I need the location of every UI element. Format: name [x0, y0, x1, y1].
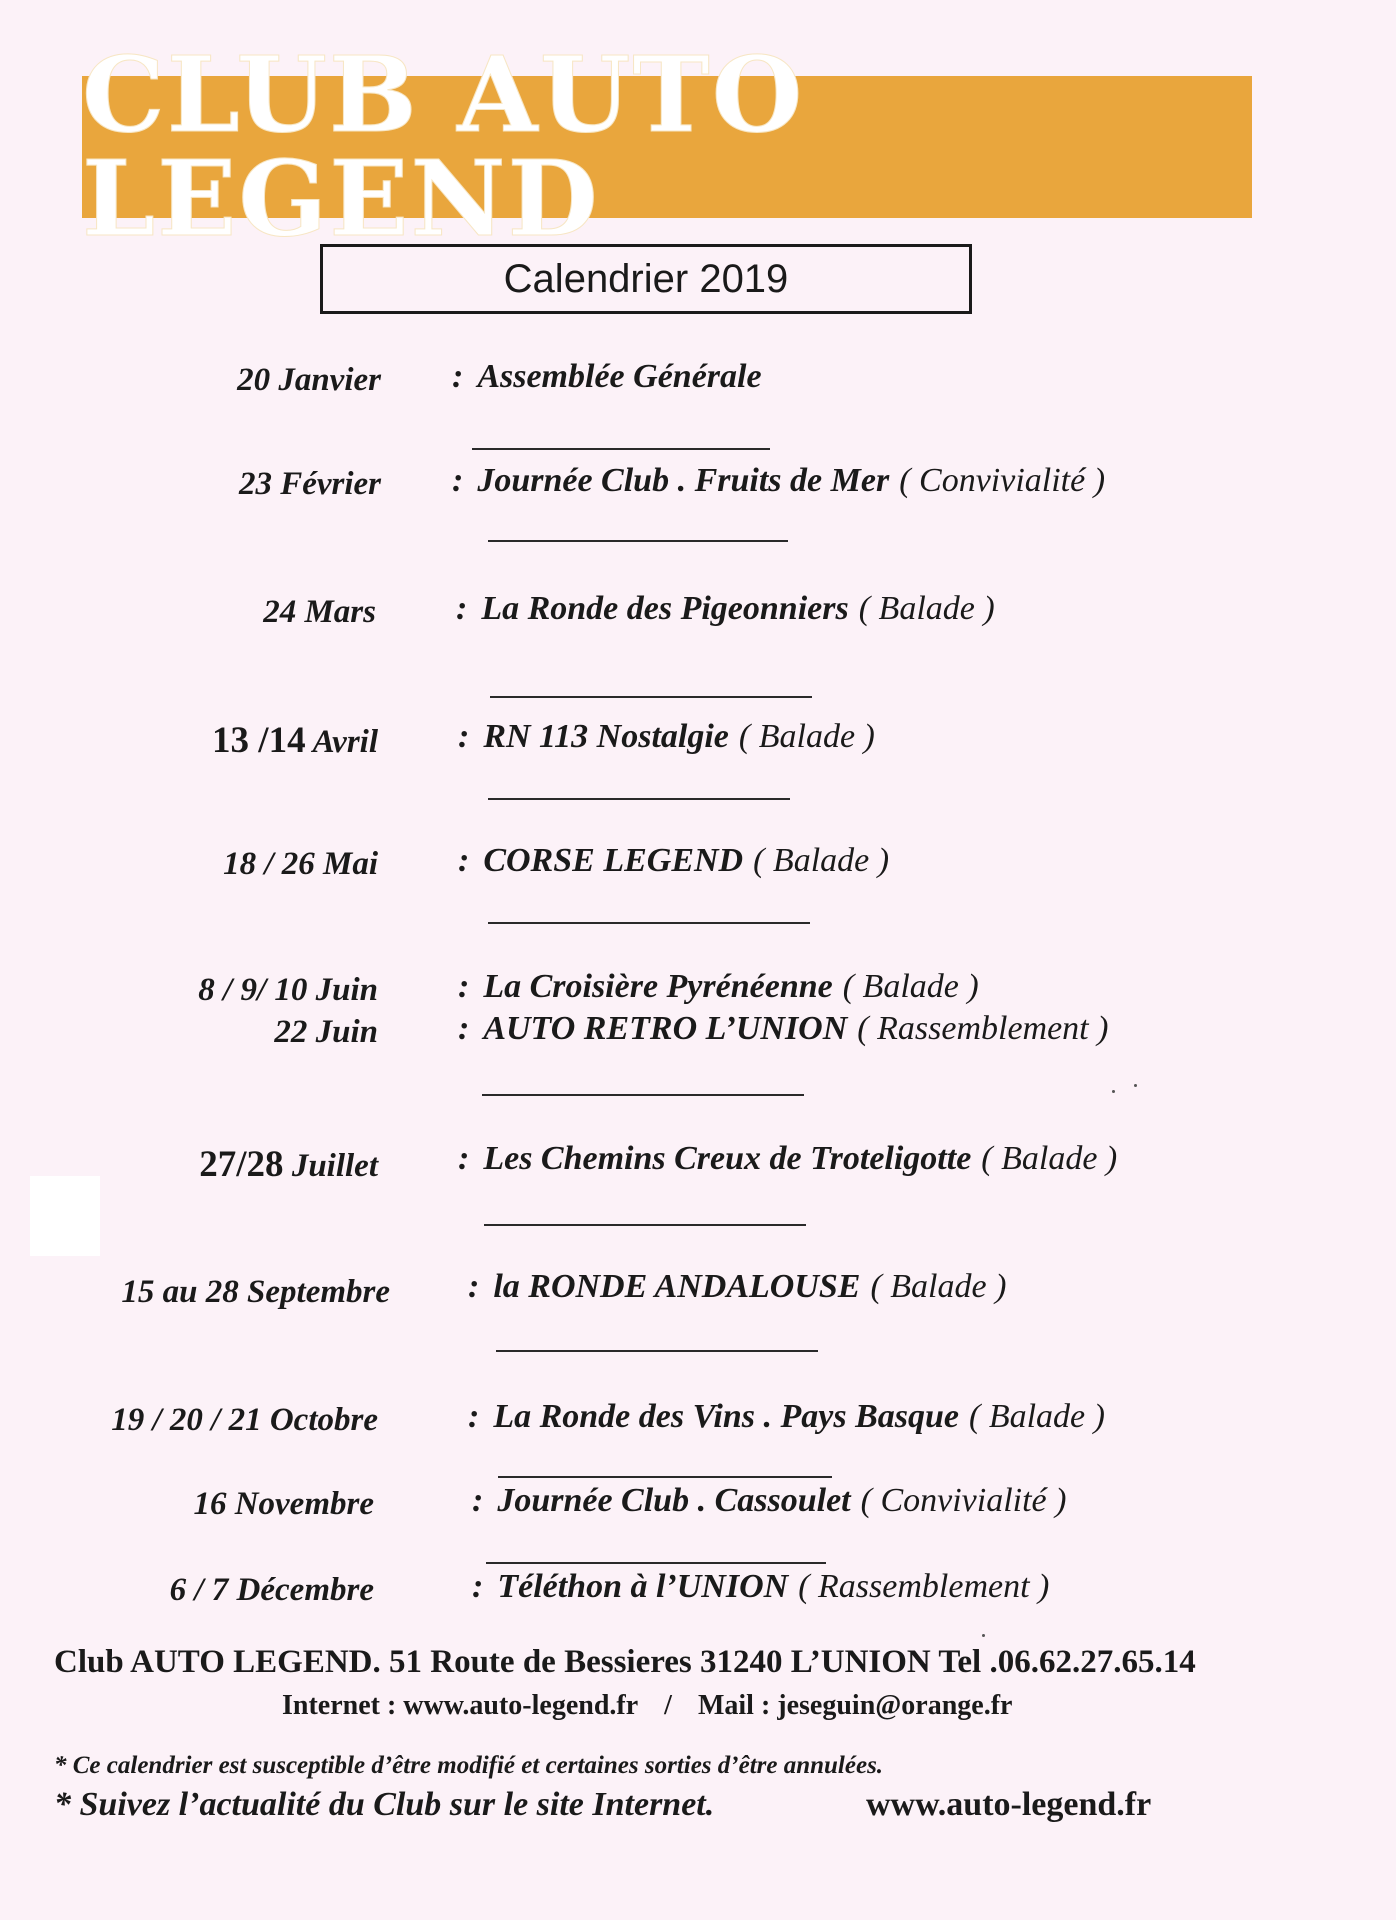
paper-blemish: [30, 1176, 100, 1256]
event-description: : Journée Club . Cassoulet ( Convivialité ): [472, 1482, 1067, 1519]
event-date: 18 / 26 Mai: [223, 846, 378, 882]
event-category: ( Balade ): [969, 1398, 1105, 1435]
follow-url: www.auto-legend.fr: [866, 1786, 1152, 1823]
event-date: 8 / 9/ 10 Juin: [198, 972, 378, 1008]
separator-rule: [482, 1094, 804, 1096]
event-date: 23 Février: [238, 466, 381, 502]
event-name: La Ronde des Vins . Pays Basque: [493, 1398, 959, 1435]
print-speck: [982, 1634, 985, 1637]
separator-rule: [484, 1224, 806, 1226]
club-banner: [82, 33, 1252, 260]
event-category: ( Convivialité ): [860, 1482, 1067, 1519]
event-category: ( Balade ): [858, 590, 995, 627]
event-date: [212, 722, 378, 759]
event-date: [199, 1146, 378, 1183]
event-date: 24 Mars: [263, 594, 376, 630]
event-description: : La Ronde des Pigeonniers ( Balade ): [456, 590, 995, 627]
contact-line: [282, 1690, 1013, 1722]
event-date: 22 Juin: [274, 1014, 378, 1050]
event-name: La Ronde des Pigeonniers: [481, 590, 849, 627]
event-description: : la RONDE ANDALOUSE ( Balade ): [468, 1268, 1007, 1305]
separator-rule: [472, 448, 770, 450]
separator-rule: [498, 1476, 832, 1478]
event-category: ( Balade ): [981, 1140, 1118, 1177]
calendar-title-box: [320, 244, 972, 314]
event-description: : Journée Club . Fruits de Mer ( Convivialité ): [452, 462, 1106, 499]
event-name: CORSE LEGEND: [483, 842, 744, 879]
event-description: : Les Chemins Creux de Troteligotte ( Balade ): [458, 1140, 1118, 1177]
event-name: RN 113 Nostalgie: [483, 718, 729, 755]
event-date-month: Juillet: [291, 1148, 378, 1184]
print-speck: [1112, 1090, 1115, 1093]
event-category: ( Balade ): [842, 968, 979, 1005]
separator-rule: [490, 696, 812, 698]
event-description: : AUTO RETRO L’UNION ( Rassemblement ): [458, 1010, 1109, 1047]
event-category: ( Rassemblement ): [857, 1010, 1109, 1047]
event-name: Les Chemins Creux de Troteligotte: [483, 1140, 972, 1177]
event-name: Journée Club . Cassoulet: [497, 1482, 851, 1519]
separator-rule: [488, 540, 788, 542]
event-name: AUTO RETRO L’UNION: [483, 1010, 848, 1047]
event-name: Journée Club . Fruits de Mer: [477, 462, 890, 499]
event-description: : Téléthon à l’UNION ( Rassemblement ): [472, 1568, 1050, 1605]
separator-rule: [488, 798, 790, 800]
website-text: Internet : www.auto-legend.fr: [282, 1690, 639, 1721]
event-name: Téléthon à l’UNION: [497, 1568, 789, 1605]
event-date: 20 Janvier: [237, 362, 381, 398]
mail-text: Mail : jeseguin@orange.fr: [697, 1690, 1013, 1721]
event-name: Assemblée Générale: [477, 358, 762, 395]
event-category: ( Balade ): [870, 1268, 1007, 1305]
follow-note: * Suivez l’actualité du Club sur le site Internet.: [54, 1786, 715, 1823]
event-date: 19 / 20 / 21 Octobre: [111, 1402, 378, 1438]
event-date: 16 Novembre: [193, 1486, 374, 1522]
event-name: la RONDE ANDALOUSE: [493, 1268, 861, 1305]
event-category: ( Balade ): [753, 842, 890, 879]
event-description: : La Ronde des Vins . Pays Basque ( Balade ): [468, 1398, 1105, 1435]
event-description: : RN 113 Nostalgie ( Balade ): [458, 718, 875, 755]
separator-rule: [496, 1350, 818, 1352]
event-date: 15 au 28 Septembre: [121, 1274, 390, 1310]
event-category: ( Balade ): [738, 718, 875, 755]
club-title: CLUB AUTO LEGEND: [82, 33, 805, 260]
event-date-number: 27/28: [199, 1144, 284, 1185]
print-speck: [1134, 1084, 1137, 1087]
separator-rule: [488, 922, 810, 924]
event-category: ( Convivialité ): [899, 462, 1106, 499]
event-description: : Assemblée Générale: [452, 358, 762, 395]
event-description: : CORSE LEGEND ( Balade ): [458, 842, 890, 879]
event-date-month: Avril: [312, 724, 378, 760]
event-date: 6 / 7 Décembre: [169, 1572, 374, 1608]
event-date-number: 13 /14: [212, 720, 306, 761]
event-name: La Croisière Pyrénéenne: [483, 968, 833, 1005]
contact-separator: /: [664, 1690, 672, 1721]
disclaimer-note: * Ce calendrier est susceptible d’être modifié et certaines sorties d’être annulées.: [54, 1752, 884, 1779]
separator-rule: [486, 1562, 826, 1564]
event-description: : La Croisière Pyrénéenne ( Balade ): [458, 968, 979, 1005]
event-category: ( Rassemblement ): [798, 1568, 1050, 1605]
club-address: Club AUTO LEGEND. 51 Route de Bessieres 31240 L’UNION Tel .06.62.27.65.14: [54, 1644, 1196, 1680]
calendar-title: Calendrier 2019: [503, 256, 789, 301]
